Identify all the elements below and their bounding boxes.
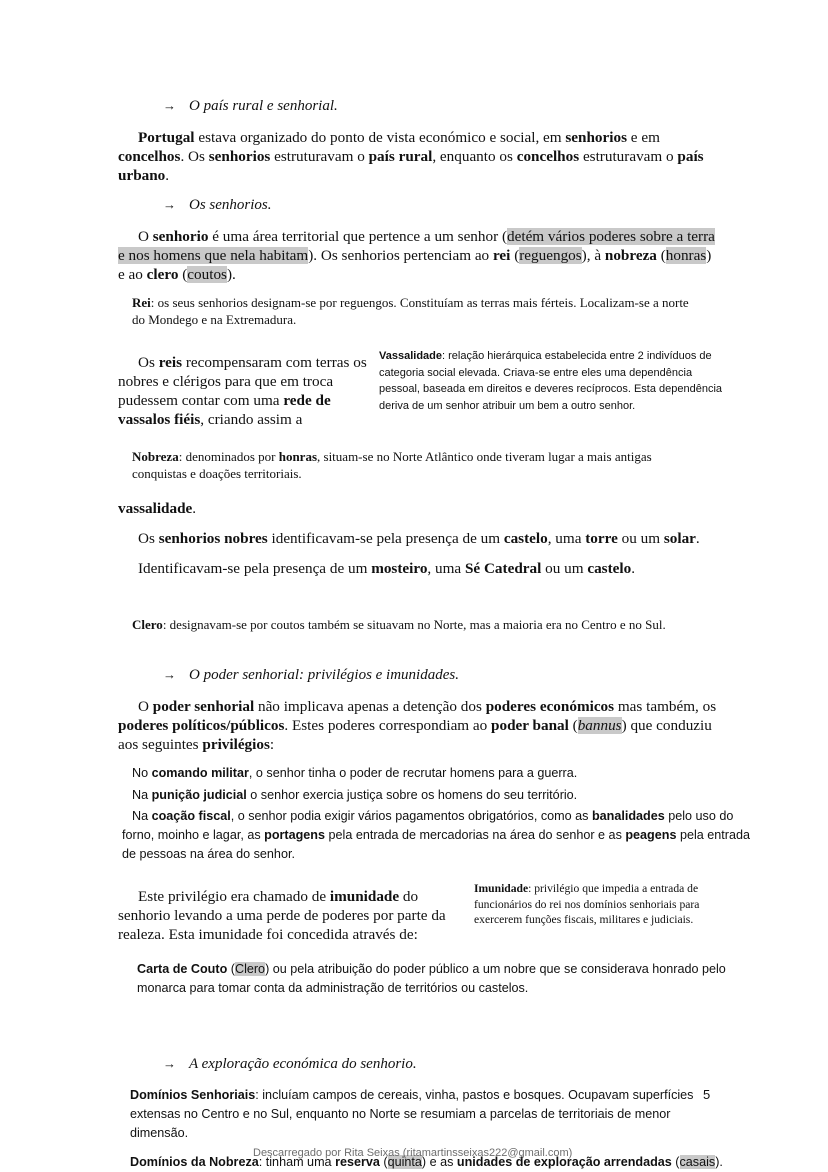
heading-text: O poder senhorial: privilégios e imunidades.: [189, 667, 459, 683]
highlighted-text: casais: [679, 1155, 716, 1169]
paragraph-dominios-nobreza: Domínios da Nobreza: tinham uma reserva (quinta) e as unidades de exploração arrendadas (casais).: [130, 1155, 723, 1169]
page-number: 5: [703, 1087, 711, 1102]
download-watermark: Descarregado por Rita Seixas (ritamartinsseixas222@gmail.com): [253, 1147, 573, 1159]
privilege-comando-militar: No comando militar, o senhor tinha o poder de recrutar homens para a guerra.: [132, 766, 578, 780]
paragraph-portugal: Portugal estava organizado do ponto de vista económico e social, em senhorios e em concelhos. Os senhorios estruturavam o país rural, enquanto os concelhos estruturavam o país urbano.: [118, 129, 704, 184]
note-vassalidade: Vassalidade: relação hierárquica estabelecida entre 2 indivíduos de categoria social elevada. Criava-se entre eles uma dependência pessoal, baseada em direitos e deveres recíprocos. Esta dependência deriva de um senhor atribuir um bem a outro senhor.: [379, 350, 723, 412]
highlighted-text: Clero: [234, 962, 266, 976]
section-heading-poder-senhorial: [163, 667, 459, 684]
note-clero: Clero: designavam-se por coutos também se situavam no Norte, mas a maioria era no Centro e no Sul.: [132, 617, 666, 632]
highlighted-text: detém vários poderes sobre a terra e nos homens que nela habitam: [118, 228, 715, 264]
arrow-right-icon: →: [163, 98, 176, 113]
highlighted-text: bannus: [577, 717, 622, 734]
section-heading-senhorios: [163, 197, 272, 214]
heading-text: A exploração económica do senhorio.: [189, 1056, 417, 1072]
heading-text: O país rural e senhorial.: [189, 98, 338, 114]
paragraph-reis: Os reis recompensaram com terras os nobres e clérigos para que em troca pudessem contar com uma rede de vassalos fiéis, criando assim a: [118, 354, 367, 428]
arrow-right-icon: →: [163, 1056, 176, 1071]
note-nobreza: Nobreza: denominados por honras, situam-se no Norte Atlântico onde tiveram lugar a mais antigas conquistas e doações territoriais.: [132, 449, 652, 481]
arrow-right-icon: →: [163, 667, 176, 682]
line-senhorios-clero: Identificavam-se pela presença de um mosteiro, uma Sé Catedral ou um castelo.: [138, 560, 635, 577]
section-heading-exploracao: [163, 1056, 417, 1073]
heading-text: Os senhorios.: [189, 197, 272, 213]
paragraph-dominios-senhoriais: Domínios Senhoriais: incluíam campos de cereais, vinha, pastos e bosques. Ocupavam superfícies extensas no Centro e no Sul, enquanto no Norte se resumiam a parcelas de territoriais de menor dimensão.: [130, 1088, 694, 1140]
arrow-right-icon: →: [163, 197, 176, 212]
privilege-coacao-fiscal: Na coação fiscal, o senhor podia exigir vários pagamentos obrigatórios, como as banalidades pelo uso do forno, moinho e lagar, as portagens pela entrada de mercadorias na área do senhor e as peagens pela entrada de pessoas na área do senhor.: [122, 809, 750, 861]
paragraph-poder-senhorial: O poder senhorial não implicava apenas a detenção dos poderes económicos mas também, os poderes políticos/públicos. Estes poderes correspondiam ao poder banal (bannus) que conduziu aos seguintes privilégios:: [118, 698, 717, 753]
paragraph-imunidade: Este privilégio era chamado de imunidade do senhorio levando a uma perde de poderes por parte da realeza. Esta imunidade foi concedida através de:: [118, 888, 446, 943]
note-rei: Rei: os seus senhorios designam-se por reguengos. Constituíam as terras mais férteis. Localizam-se a norte do Mondego e na Extremadura.: [132, 295, 689, 327]
note-imunidade: Imunidade: privilégio que impedia a entrada de funcionários do rei nos domínios senhoriais para exercerem funções fiscais, militares e judiciais.: [474, 882, 700, 926]
privilege-punicao-judicial: Na punição judicial o senhor exercia justiça sobre os homens do seu território.: [132, 788, 578, 802]
paragraph-vassalidade-end: vassalidade.: [118, 500, 197, 517]
line-senhorios-nobres: Os senhorios nobres identificavam-se pela presença de um castelo, uma torre ou um solar.: [138, 530, 700, 547]
highlighted-text: honras: [665, 247, 707, 264]
paragraph-carta-de-couto: Carta de Couto (Clero) ou pela atribuição do poder público a um nobre que se considerava honrado pelo monarca para tomar conta da administração de territórios ou castelos.: [137, 962, 726, 995]
section-heading-pais-rural: [163, 98, 338, 115]
paragraph-senhorio: O senhorio é uma área territorial que pertence a um senhor (detém vários poderes sobre a terra e nos homens que nela habitam). Os senhorios pertenciam ao rei (reguengos), à nobreza (honras) e ao clero (coutos).: [118, 228, 715, 283]
highlighted-text: quinta: [387, 1155, 422, 1169]
highlighted-text: reguengos: [519, 247, 582, 264]
highlighted-text: coutos: [187, 266, 227, 283]
